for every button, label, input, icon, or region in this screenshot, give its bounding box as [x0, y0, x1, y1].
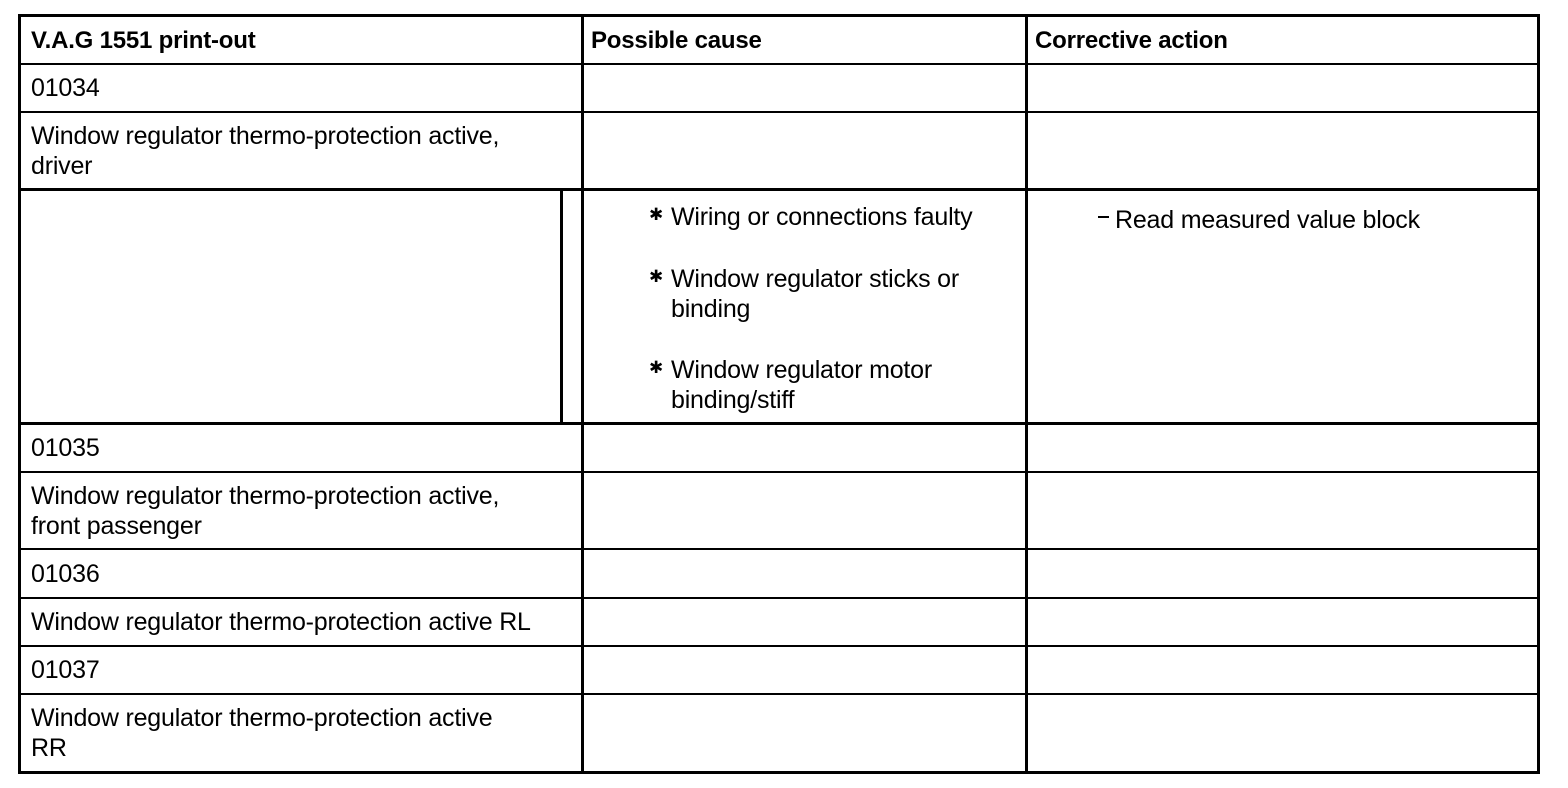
col-divider-inner [560, 190, 563, 424]
bullet-icon: ✱ [649, 205, 664, 224]
row-divider [21, 188, 1537, 191]
fault-description: driver [31, 152, 93, 180]
header-cause: Possible cause [591, 27, 762, 54]
dash-icon [1098, 216, 1109, 218]
fault-description: RR [31, 734, 67, 762]
row-divider-header [21, 63, 1537, 65]
header-printout: V.A.G 1551 print-out [31, 27, 256, 54]
bullet-icon: ✱ [649, 267, 664, 286]
row-divider [21, 471, 1537, 473]
row-divider [21, 111, 1537, 113]
row-divider [21, 548, 1537, 550]
row-divider [21, 693, 1537, 695]
cause-item: binding [671, 295, 751, 323]
cause-item: Window regulator motor [671, 356, 932, 384]
cause-item: binding/stiff [671, 386, 795, 414]
fault-code: 01034 [31, 74, 100, 102]
fault-description: front passenger [31, 512, 202, 540]
row-divider [21, 645, 1537, 647]
cause-item: Wiring or connections faulty [671, 203, 973, 231]
row-divider [21, 597, 1537, 599]
fault-code: 01035 [31, 434, 100, 462]
fault-code-table [18, 14, 1540, 774]
fault-description: Window regulator thermo-protection active, [31, 122, 500, 150]
cause-item: Window regulator sticks or [671, 265, 959, 293]
col-divider-2 [1025, 17, 1028, 774]
fault-description: Window regulator thermo-protection active [31, 704, 493, 732]
fault-description: Window regulator thermo-protection active RL [31, 608, 531, 636]
fault-code: 01036 [31, 560, 100, 588]
fault-code: 01037 [31, 656, 100, 684]
action-item: Read measured value block [1115, 206, 1420, 234]
bullet-icon: ✱ [649, 358, 664, 377]
fault-description: Window regulator thermo-protection active, [31, 482, 500, 510]
header-action: Corrective action [1035, 27, 1228, 54]
row-divider [21, 422, 1537, 425]
col-divider-1 [581, 17, 584, 774]
